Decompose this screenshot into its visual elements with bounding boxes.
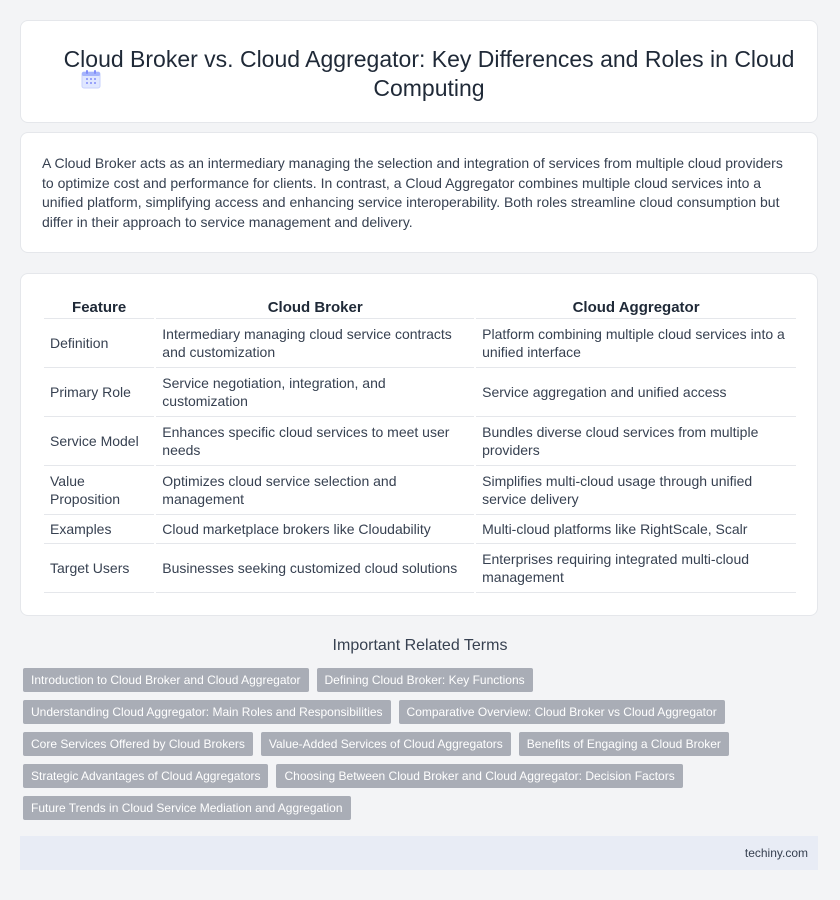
related-term-tag[interactable]: Value-Added Services of Cloud Aggregators (261, 732, 511, 756)
related-term-tag[interactable]: Future Trends in Cloud Service Mediation and Aggregation (23, 796, 351, 820)
page-title: Cloud Broker vs. Cloud Aggregator: Key Differences and Roles in Cloud Computing (63, 46, 795, 101)
row-feature: Target Users (44, 544, 154, 593)
row-aggregator: Platform combining multiple cloud services into a unified interface (476, 319, 796, 368)
related-terms-title: Important Related Terms (332, 637, 508, 654)
row-broker: Enhances specific cloud services to meet user needs (156, 417, 474, 466)
row-feature: Service Model (44, 417, 154, 466)
table-row (44, 368, 796, 417)
related-term-tag[interactable]: Core Services Offered by Cloud Brokers (23, 732, 253, 756)
table-row (44, 417, 796, 466)
row-aggregator: Simplifies multi-cloud usage through unified service delivery (476, 466, 796, 515)
table-row (44, 319, 796, 368)
row-broker: Optimizes cloud service selection and management (156, 466, 474, 515)
comparison-card (20, 273, 818, 616)
footer-site[interactable]: techiny.com (744, 846, 808, 860)
header-cloud-broker: Cloud Broker (156, 296, 474, 319)
row-aggregator: Multi-cloud platforms like RightScale, Scalr (476, 515, 796, 544)
row-broker: Intermediary managing cloud service contracts and customization (156, 319, 474, 368)
related-term-tag[interactable]: Understanding Cloud Aggregator: Main Roles and Responsibilities (23, 700, 391, 724)
header-feature: Feature (44, 296, 154, 319)
table-row (44, 466, 796, 515)
row-aggregator: Enterprises requiring integrated multi-cloud management (476, 544, 796, 593)
table-row (44, 544, 796, 593)
footer (20, 836, 818, 870)
related-term-tag[interactable]: Choosing Between Cloud Broker and Cloud Aggregator: Decision Factors (276, 764, 682, 788)
related-term-tag[interactable]: Comparative Overview: Cloud Broker vs Cloud Aggregator (399, 700, 725, 724)
row-feature: Primary Role (44, 368, 154, 417)
related-term-tag[interactable]: Defining Cloud Broker: Key Functions (317, 668, 533, 692)
header-cloud-aggregator: Cloud Aggregator (476, 296, 796, 319)
title-card (20, 20, 818, 123)
intro-card (20, 132, 818, 253)
related-term-tag[interactable]: Strategic Advantages of Cloud Aggregators (23, 764, 268, 788)
row-feature: Definition (44, 319, 154, 368)
row-broker: Businesses seeking customized cloud solutions (156, 544, 474, 593)
row-aggregator: Bundles diverse cloud services from multiple providers (476, 417, 796, 466)
table-row (44, 515, 796, 544)
related-terms-list (23, 668, 823, 828)
table-header-row (44, 296, 796, 319)
row-feature: Value Proposition (44, 466, 154, 515)
related-term-tag[interactable]: Introduction to Cloud Broker and Cloud Aggregator (23, 668, 309, 692)
row-broker: Service negotiation, integration, and customization (156, 368, 474, 417)
row-aggregator: Service aggregation and unified access (476, 368, 796, 417)
comparison-table (42, 296, 798, 593)
row-broker: Cloud marketplace brokers like Cloudability (156, 515, 474, 544)
intro-paragraph: A Cloud Broker acts as an intermediary managing the selection and integration of services from multiple cloud providers to optimize cost and performance for clients. In contrast, a Cloud Aggregator combines multiple cloud services into a unified platform, simplifying access and enhancing service interoperability. Both roles streamline cloud consumption but differ in their approach to service management and delivery. (42, 155, 783, 230)
row-feature: Examples (44, 515, 154, 544)
related-term-tag[interactable]: Benefits of Engaging a Cloud Broker (519, 732, 729, 756)
